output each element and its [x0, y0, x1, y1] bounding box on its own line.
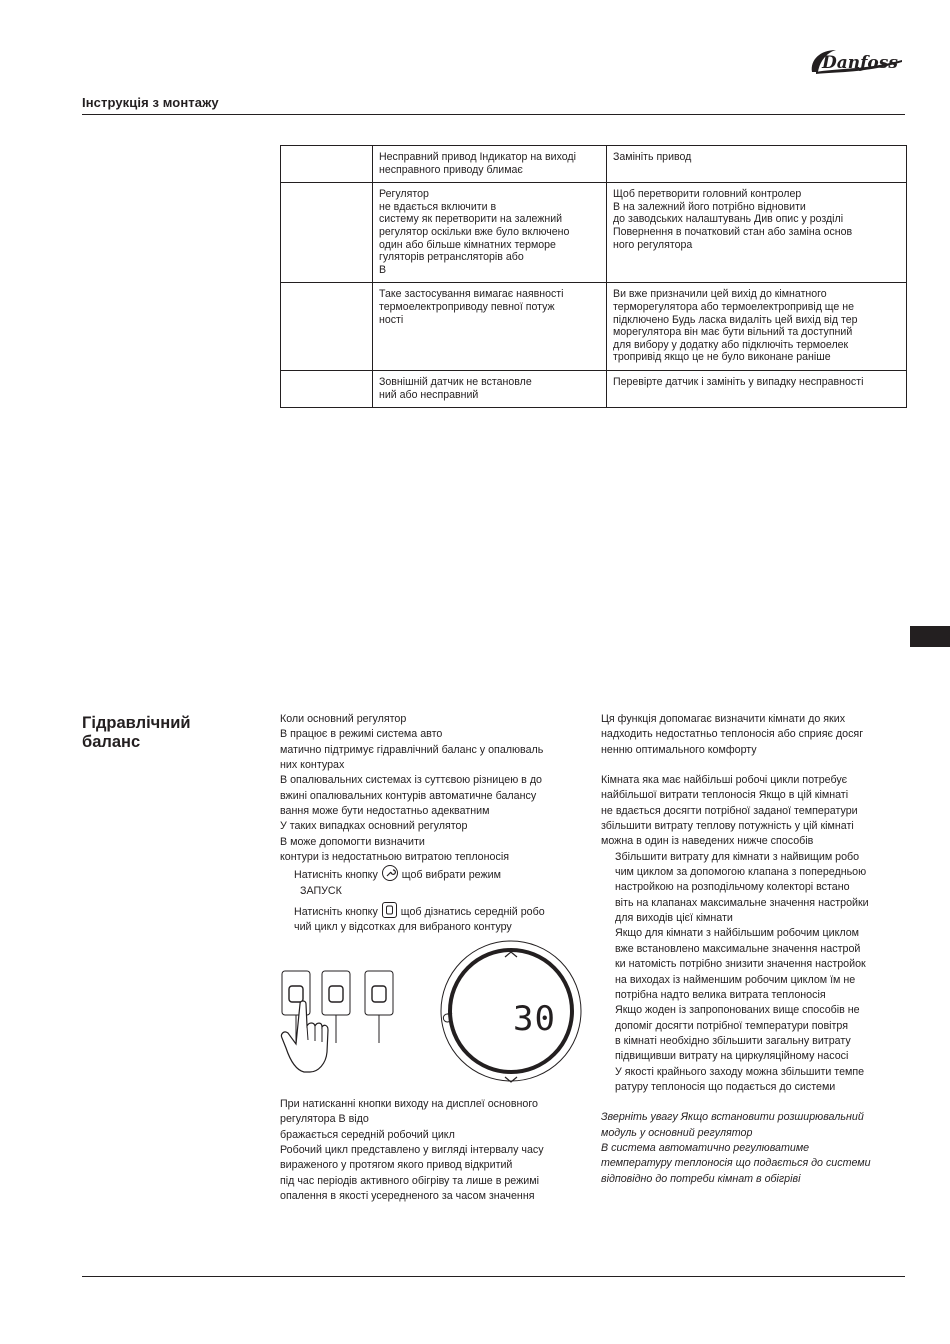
wrench-button-icon [382, 865, 398, 881]
output-button-3 [365, 971, 393, 1043]
cause-cell: Зовнішній датчик не встановле ний або несправний [373, 370, 607, 407]
language-tab-marker [910, 626, 950, 647]
note-text: Зверніть увагу Якщо встановити розширювальний модуль у основний регулятор [601, 1111, 864, 1139]
right-text-column [601, 712, 906, 1187]
error-code-cell [281, 370, 373, 407]
pointing-hand-icon [281, 1001, 328, 1072]
step-continuation: чий цикл у відсотках для вибраного контуру [294, 921, 512, 934]
section-heading: Гідравлічний баланс [82, 714, 191, 751]
step-text: щоб дізнатись середній робо [400, 906, 545, 919]
table-row [281, 283, 907, 371]
left-text-column-lower [280, 1097, 580, 1204]
instruction-step-1 [280, 865, 580, 883]
output-button-icon [382, 902, 397, 918]
paragraph: Коли основний регулятор В працює в режимі система авто матично підтримує гідравлічний баланс у опалюваль них контурах [280, 713, 544, 772]
cause-cell: Несправний привод Індикатор на виході несправного приводу блимає [373, 146, 607, 183]
table-row [281, 183, 907, 283]
page-header-title: Інструкція з монтажу [82, 95, 219, 110]
remedy-cell: Перевірте датчик і замініть у випадку несправності [607, 370, 907, 407]
error-code-cell [281, 146, 373, 183]
paragraph: У таких випадках основний регулятор В може допомогти визначити контури із недостатньою витратою теплоносія [280, 820, 509, 864]
error-code-cell [281, 283, 373, 371]
table-row [281, 370, 907, 407]
paragraph: Робочий цикл представлено у вигляді інтервалу часу вираженого у протягом якого привод відкритий під час періодів активного обігріву та лише в режимі опалення в якості усередненого за часом значення [280, 1144, 544, 1203]
error-code-cell [281, 183, 373, 283]
controller-illustration [280, 940, 586, 1090]
note-text: В система автоматично регулюватиме температуру теплоносія що подається до системи відповідно до потреби кімнат в обігріві [601, 1141, 871, 1185]
danfoss-logo [806, 46, 906, 80]
instruction-step-2 [280, 902, 580, 920]
cause-cell: Регулятор не вдається включити в систему як перетворити на залежний регулятор оскільки вже було включено один або більше кімнатних терморе гуляторів ретрансляторів або В [373, 183, 607, 283]
paragraph: Кімната яка має найбільші робочі цикли потребує найбільшої витрати теплоносія Якщо в цій кімнаті не вдається досягти потрібної заданої температури збільшити витрату теплову потужність у цій кімнаті можна в один із наведених нижче способів [601, 774, 858, 848]
step-continuation: ЗАПУСК [300, 884, 342, 897]
paragraph: При натисканні кнопки виходу на дисплеї основного регулятора В відо бражається середній робочий цикл [280, 1098, 538, 1141]
remedy-cell: Ви вже призначили цей вихід до кімнатного терморегулятора або термоелектропривід ще не підключено Будь ласка видаліть цей вихід від тер морегулятора він має бути вільний та доступний для вибору у додатку або підключіть термоелек тропривід якщо це не було виконане раніше [607, 283, 907, 371]
footer-divider [82, 1276, 905, 1277]
display-value: 30 [513, 999, 556, 1039]
step-text: Натисніть кнопку [294, 906, 378, 919]
remedy-cell: Щоб перетворити головний контролер В на залежний його потрібно відновити до заводських налаштувань Див опис у розділі Повернення в початковий стан або заміна основ ного регулятора [607, 183, 907, 283]
step-text: Натисніть кнопку [294, 869, 378, 882]
chevron-up-icon [505, 952, 517, 957]
measures-list: Збільшити витрату для кімнати з найвищим робо чим циклом за допомогою клапана з попередньою настройкою на розподільчому колекторі встано віть на клапанах максимальне значення настройки для виходів цієї кімнати Якщо для кімнати з найбільшим робочим циклом вже встановлено максимальне значення настрой ки натомість потрібно знизити значення настройок на виходах із найменшим робочим циклом їм не потрібна надто велика витрата теплоносія Якщо жоден із запропонованих вище способів не допоміг досягти потрібної температури повітря в кімнаті необхідно збільшити загальну витрату підвищивши витрату на циркуляційному насосі У якості крайнього заходу можна збільшити темпе ратуру теплоносія що подається до системи [615, 850, 869, 1093]
logo-wordmark: Danfoss [822, 53, 898, 73]
cause-cell: Таке застосування вимагає наявності термоелектроприводу певної потуж ності [373, 283, 607, 371]
paragraph: Ця функція допомагає визначити кімнати до яких надходить недостатньо теплоносія або сприяє досяг ненню оптимального комфорту [601, 713, 864, 756]
paragraph: В опалювальних системах із суттєвою різницею в до вжині опалювальних контурів автоматичне балансу вання може бути недостатньо адекватним [280, 774, 543, 818]
danfoss-logo-graphic [806, 46, 906, 80]
table-row [281, 146, 907, 183]
troubleshooting-table [280, 145, 907, 408]
regulator-dial [441, 941, 581, 1082]
left-text-column [280, 712, 580, 936]
step-text: щоб вибрати режим [401, 869, 501, 882]
remedy-cell: Замініть привод [607, 146, 907, 183]
header-divider [82, 114, 905, 115]
output-buttons [281, 971, 393, 1072]
